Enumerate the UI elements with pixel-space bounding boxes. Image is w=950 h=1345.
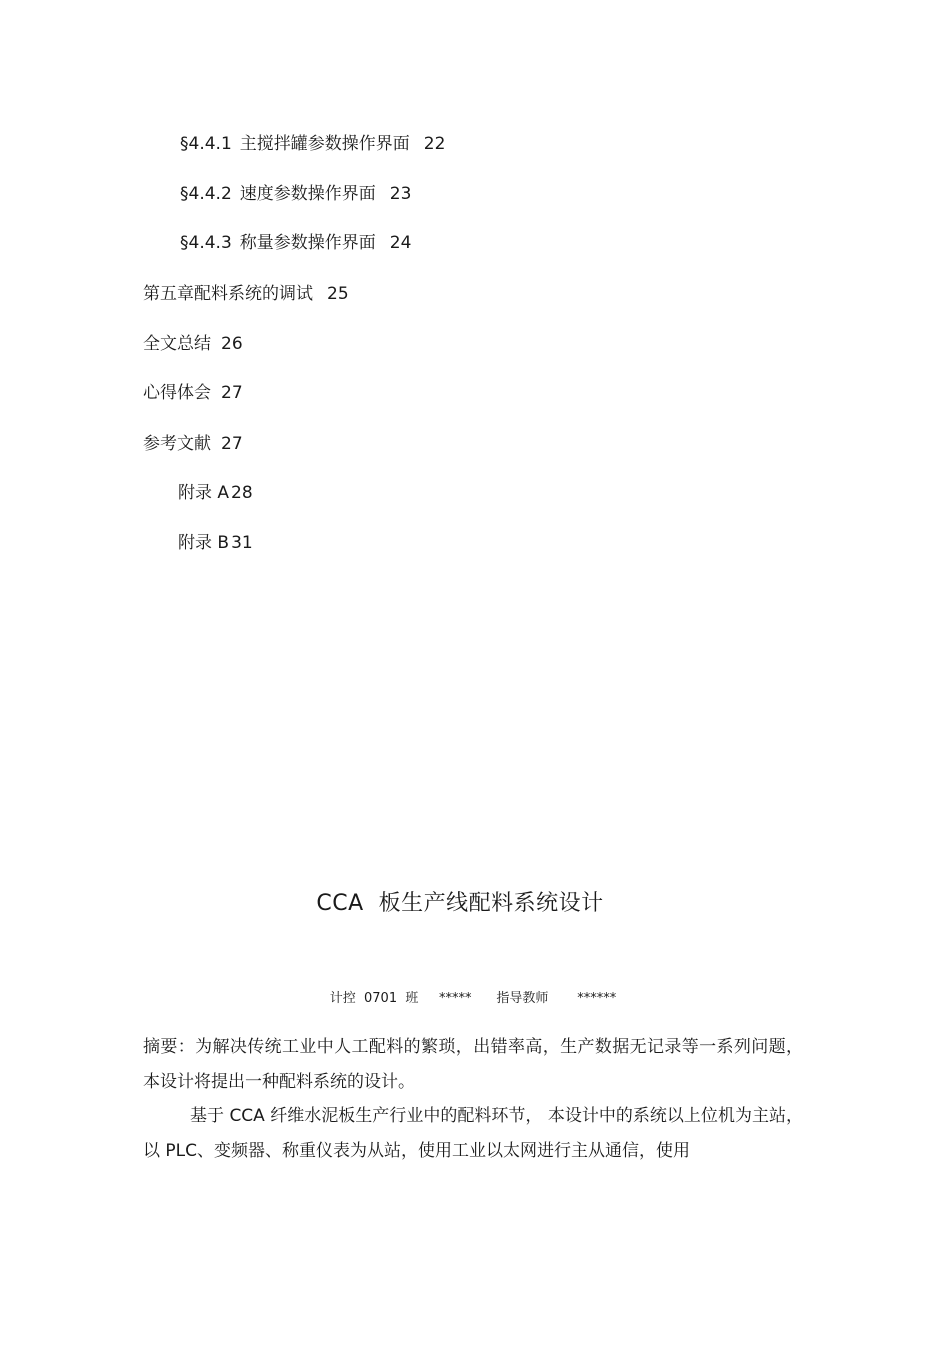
toc-entry-title: 主搅拌罐参数操作界面 [239,134,410,154]
toc-entry-references[interactable] [143,433,243,455]
toc-entry-4-4-1[interactable] [180,133,445,155]
toc-entry-page: 22 [423,134,446,154]
toc-entry-title: 心得体会 [143,383,211,403]
toc-entry-number: §4.4.3 [180,233,232,253]
toc-entry-number: §4.4.2 [180,184,232,204]
toc-entry-page: 26 [221,334,243,354]
toc-entry-page: 25 [327,284,349,304]
toc-entry-title: 第五章配料系统的调试 [143,284,313,304]
toc-entry-page: 27 [221,383,243,403]
toc-entry-title: 附录 A [178,483,230,503]
toc-entry-page: 27 [221,434,243,454]
toc-entry-number: §4.4.1 [180,134,232,154]
document-title: CCA 板生产线配料系统设计 [316,891,604,916]
toc-entry-page: 31 [231,533,253,553]
toc-entry-title: 速度参数操作界面 [239,184,376,204]
author-byline: 计控 0701 班 ***** 指导教师 ****** [329,991,617,1006]
toc-entry-4-4-2[interactable] [180,183,411,205]
toc-entry-4-4-3[interactable] [180,232,411,254]
toc-entry-appendix-a[interactable] [178,482,253,504]
toc-entry-reflections[interactable] [143,382,243,404]
toc-entry-title: 参考文献 [143,434,211,454]
abstract-paragraph-2: 基于 CCA 纤维水泥板生产行业中的配料环节， 本设计中的系统以上位机为主站，以 PLC、变频器、称重仪表为从站，使用工业以太网进行主从通信，使用 [143,1106,803,1161]
toc-entry-page: 28 [231,483,253,503]
toc-entry-page: 24 [389,233,412,253]
abstract-paragraph-1: 摘要：为解决传统工业中人工配料的繁琐，出错率高，生产数据无记录等一系列问题，本设计将提出一种配料系统的设计。 [143,1037,803,1092]
toc-entry-summary[interactable] [143,333,243,355]
toc-entry-appendix-b[interactable] [178,532,253,554]
toc-entry-title: 称量参数操作界面 [239,233,376,253]
toc-entry-page: 23 [389,184,412,204]
toc-entry-title: 全文总结 [143,334,211,354]
toc-entry-chapter-5[interactable] [143,283,349,305]
toc-entry-title: 附录 B [178,533,230,553]
